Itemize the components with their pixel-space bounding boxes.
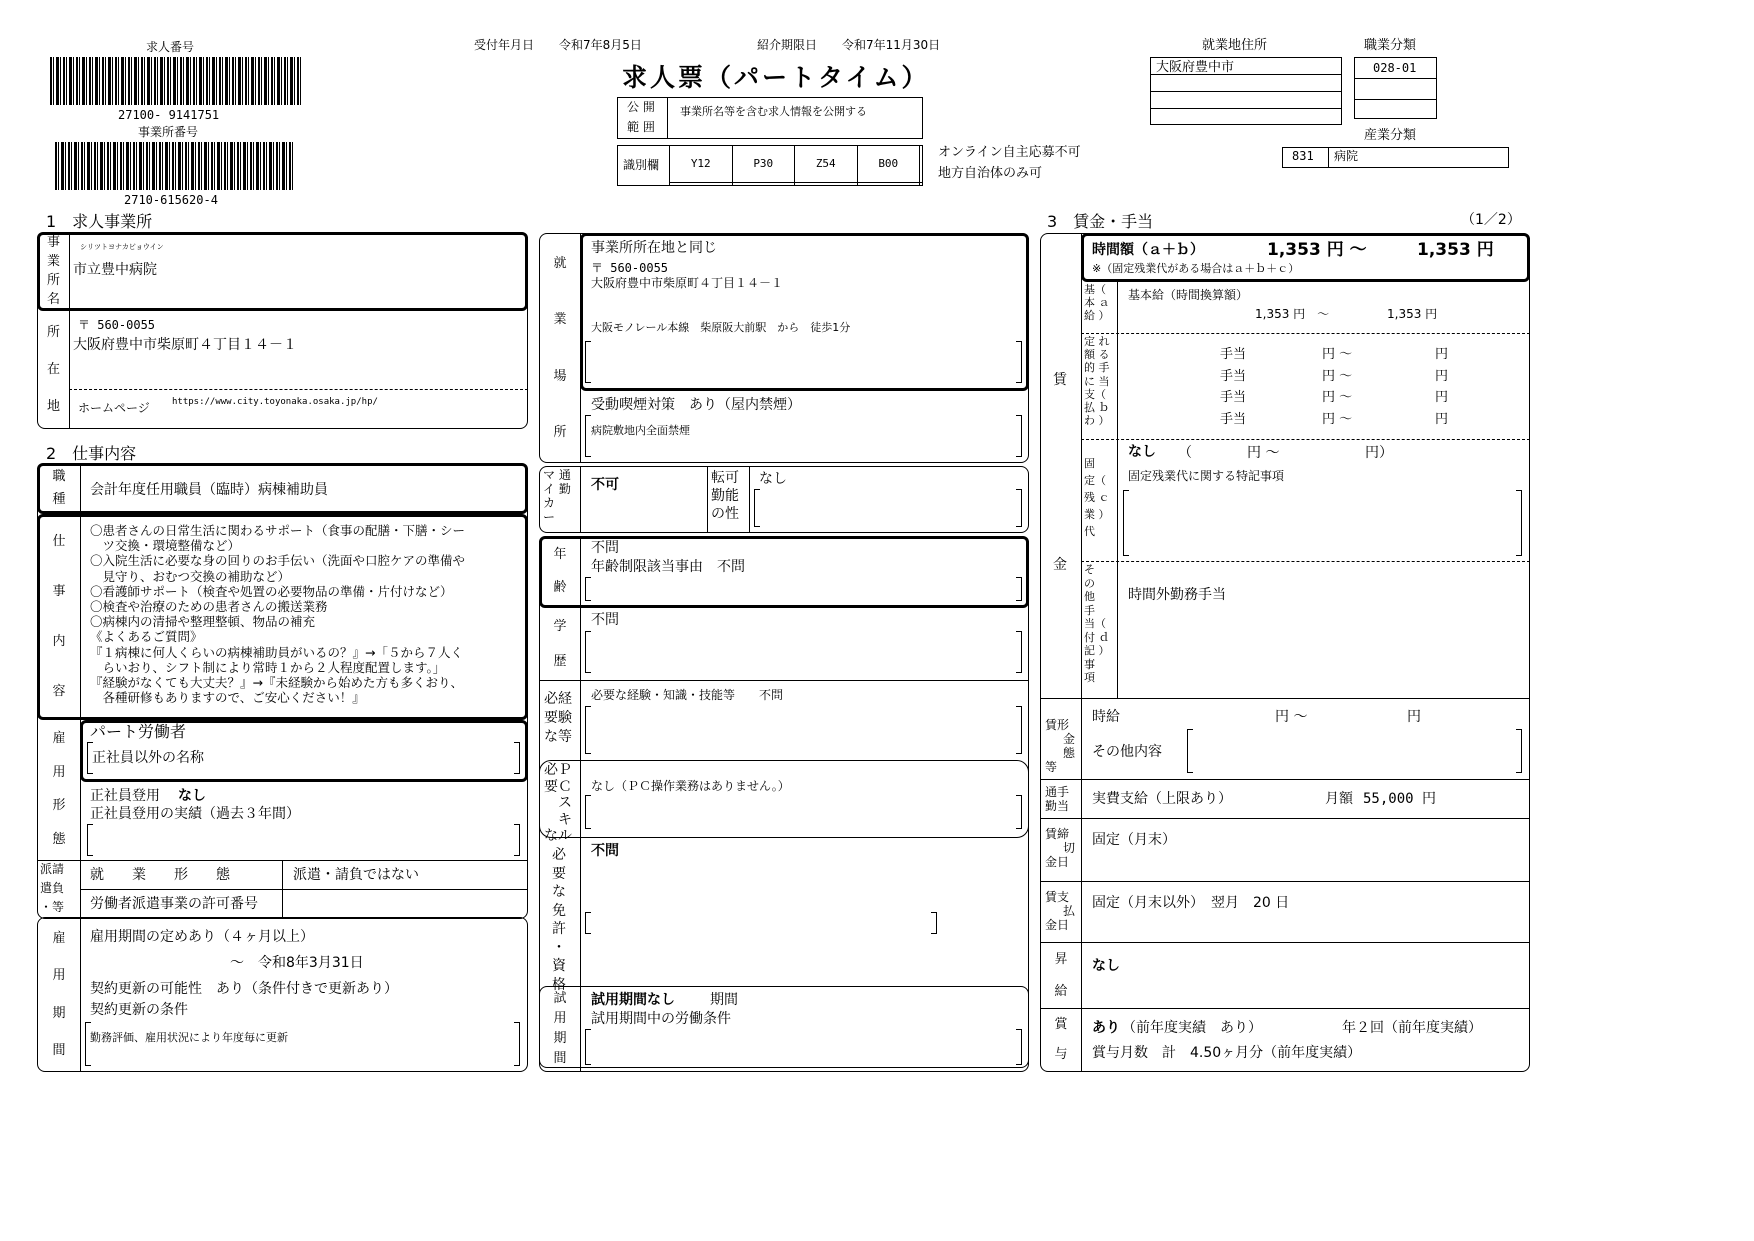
hourly-to: 1,353 円 bbox=[1417, 240, 1494, 260]
bonus-label: 賞 与 bbox=[1054, 1016, 1068, 1062]
experience-label: 必経 要験 な等 bbox=[544, 691, 572, 745]
workplace-postal: 〒 560-0055 bbox=[591, 261, 669, 275]
employer-postal: 〒 560-0055 bbox=[78, 318, 156, 332]
allowance-row bbox=[1190, 369, 1460, 391]
base-heading: 基本給（時間換算額） bbox=[1128, 288, 1249, 302]
age: 不問 bbox=[591, 540, 619, 556]
homepage-url[interactable]: https://www.city.toyonaka.osaka.jp/hp/ bbox=[172, 397, 378, 407]
online-note: オンライン自主応募不可 bbox=[938, 145, 1081, 160]
car: 不可 bbox=[591, 477, 619, 493]
commute-monthly: 55,000 円 bbox=[1363, 791, 1437, 807]
allowance-to: 円 bbox=[1435, 347, 1449, 362]
fixed-overtime: なし bbox=[1128, 444, 1156, 460]
bonus-months: 賞与月数 計 4.50ヶ月分（前年度実績） bbox=[1092, 1045, 1362, 1061]
allowance-name: 手当 bbox=[1220, 390, 1247, 405]
work-content-line: 〇患者さんの日常生活に関わるサポート（食事の配膳・下膳・シー bbox=[90, 523, 466, 538]
allowance-to: 円 bbox=[1435, 390, 1449, 405]
bonus-record: （前年度実績 あり） bbox=[1122, 1020, 1262, 1036]
fixed-allowance-label: 定 れ 額 る 的 手 に 当 支（ 払 ｂ わ ） bbox=[1084, 335, 1110, 428]
trial-period-label: 期間 bbox=[710, 992, 738, 1008]
license-label: 必 要 な 免 許 ・ 資 格 bbox=[552, 847, 566, 993]
wage-label: 賃 bbox=[1053, 372, 1067, 388]
pc-skill-frame bbox=[539, 760, 1029, 838]
occupation-class: 028-01 bbox=[1373, 61, 1417, 75]
work-content-line: 〇入院生活に必要な身の回りのお手伝い（洗面や口腔ケアの準備や bbox=[90, 553, 466, 569]
work-content-line: 〇看護師サポート（検査や処置の必要物品の準備・片付けなど） bbox=[90, 583, 453, 599]
section3-heading: 3 賃金・手当 bbox=[1047, 212, 1154, 231]
education-label: 学 歴 bbox=[553, 619, 567, 670]
fixed-overtime-range: 円） bbox=[1365, 445, 1393, 461]
employer-address-label: 所 在 地 bbox=[46, 324, 60, 415]
renewal: 契約更新の可能性 あり（条件付きで更新あり） bbox=[90, 981, 398, 997]
raise-label: 昇 給 bbox=[1054, 951, 1068, 999]
dispatch-permit-label: 労働者派遣事業の許可番号 bbox=[90, 896, 258, 912]
employer-address: 大阪府豊中市柴原町４丁目１４－１ bbox=[73, 337, 297, 353]
allowance-row bbox=[1190, 347, 1460, 369]
commute-allowance-label: 通手 勤当 bbox=[1045, 785, 1070, 813]
section1-heading: 1 求人事業所 bbox=[46, 212, 153, 231]
transfer: なし bbox=[759, 471, 787, 487]
received-label: 受付年月日 bbox=[474, 38, 535, 52]
work-content bbox=[90, 523, 520, 705]
hourly-pay-label: 時給 bbox=[1092, 709, 1120, 725]
raise: なし bbox=[1092, 958, 1120, 974]
office-number-barcode bbox=[55, 142, 295, 190]
office-number: 2710-615620-4 bbox=[124, 193, 218, 207]
employment-type-label: 雇 用 形 態 bbox=[52, 730, 66, 847]
hourly-label: 時間額（ａ＋ｂ） bbox=[1092, 242, 1204, 258]
hourly-pay-to: 円 bbox=[1407, 709, 1421, 725]
work-content-line: ツ交換・環境整備など） bbox=[90, 538, 241, 554]
work-address: 大阪府豊中市 bbox=[1156, 60, 1235, 75]
work-content-line: らいおり、シフト制により常時１から２人程度配置します。」 bbox=[90, 659, 446, 675]
smoking-detail: 病院敷地内全面禁煙 bbox=[591, 424, 690, 437]
period-line1: 雇用期間の定めあり（４ヶ月以上） bbox=[90, 929, 314, 945]
experience: 必要な経験・知識・技能等 不問 bbox=[591, 688, 784, 702]
industry-class-label: 産業分類 bbox=[1364, 128, 1417, 143]
job-number-barcode bbox=[50, 57, 303, 105]
page-number: （1／2） bbox=[1461, 212, 1521, 228]
id-code: P30 bbox=[732, 146, 795, 183]
renewal-condition-label: 契約更新の条件 bbox=[90, 1002, 188, 1018]
work-content-line: 《よくあるご質問》 bbox=[90, 629, 203, 645]
trial-label: 試 用 期 間 bbox=[553, 990, 567, 1066]
allowance-from: 円 ～ bbox=[1322, 411, 1353, 427]
allowance-name: 手当 bbox=[1220, 411, 1247, 427]
id-code: B00 bbox=[857, 146, 920, 183]
wage-label: 金 bbox=[1053, 557, 1067, 573]
workplace-label: 就 業 場 所 bbox=[553, 256, 567, 440]
fixed-overtime-note-label: 固定残業代に関する特記事項 bbox=[1128, 469, 1285, 483]
trial: 試用期間なし bbox=[591, 992, 675, 1008]
employment-type: パート労働者 bbox=[90, 722, 187, 741]
workplace-line1: 事業所所在地と同じ bbox=[591, 240, 717, 256]
allowance-row bbox=[1190, 390, 1460, 412]
smoking: 受動喫煙対策 あり（屋内禁煙） bbox=[591, 397, 801, 413]
education: 不問 bbox=[591, 612, 619, 628]
work-content-label: 仕 事 内 容 bbox=[52, 533, 66, 699]
hourly-pay-from: 円 ～ bbox=[1275, 709, 1308, 725]
renewal-condition: 勤務評価、雇用状況により年度毎に更新 bbox=[90, 1031, 288, 1044]
period-line2: ～ 令和8年3月31日 bbox=[230, 955, 364, 971]
work-content-line: 『経験がなくても大丈夫？』→『未経験から始めた方も多くおり、 bbox=[90, 675, 463, 691]
industry-name: 病院 bbox=[1334, 149, 1359, 163]
section2-heading: 2 仕事内容 bbox=[46, 444, 137, 463]
work-content-line: 見守り、おむつ交換の補助など） bbox=[90, 568, 291, 584]
id-code-grid bbox=[669, 145, 923, 186]
allowance-name: 手当 bbox=[1220, 347, 1247, 362]
dispatch-label: ・等 bbox=[40, 900, 65, 914]
occupation: 会計年度任用職員（臨時）病棟補助員 bbox=[90, 482, 328, 498]
allowance-to: 円 bbox=[1435, 368, 1449, 384]
dispatch-label: 遣負 bbox=[40, 881, 65, 895]
occupation-class-label: 職業分類 bbox=[1364, 38, 1417, 53]
age-limit: 年齢制限該当事由 不問 bbox=[591, 559, 745, 575]
employer-name: 市立豊中病院 bbox=[73, 262, 157, 278]
work-content-line: 『１病棟に何人くらいの病棟補助員がいるの？』→「５から７人く bbox=[90, 644, 463, 660]
non-regular-name-label: 正社員以外の名称 bbox=[92, 750, 204, 766]
pc-skill: なし（ＰＣ操作業務はありません。） bbox=[591, 779, 790, 793]
regular-hire: なし bbox=[178, 788, 206, 804]
age-label: 年 齢 bbox=[553, 547, 567, 596]
fixed-overtime-label: 固 定（ 残 ｃ 業 ） 代 bbox=[1084, 457, 1110, 538]
fixed-overtime-range: （ bbox=[1178, 445, 1192, 461]
allowance-row bbox=[1190, 412, 1460, 434]
deadline-label: 紹介期限日 bbox=[757, 38, 818, 52]
commute-allowance: 実費支給（上限あり） bbox=[1092, 791, 1232, 807]
disclosure-label: 公 開 bbox=[627, 100, 655, 114]
regular-hire-label: 正社員登用 bbox=[90, 788, 160, 804]
regular-record-label: 正社員登用の実績（過去３年間） bbox=[90, 806, 300, 822]
homepage-label: ホームページ bbox=[78, 401, 150, 415]
disclosure-label: 範 囲 bbox=[627, 120, 655, 134]
bonus-times: 年２回（前年度実績） bbox=[1342, 1020, 1482, 1036]
wage-form-label: 賃形 金態 等 bbox=[1045, 718, 1076, 774]
fixed-overtime-note: ※（固定残業代がある場合はａ＋ｂ＋ｃ） bbox=[1092, 262, 1300, 275]
employer-name-kana: シリツトヨナカビョウイン bbox=[80, 243, 164, 251]
id-code: Y12 bbox=[670, 146, 733, 183]
fixed-overtime-range: 円 ～ bbox=[1247, 445, 1280, 461]
work-form-label: 就 業 形 態 bbox=[90, 867, 230, 883]
occupation-label: 職 種 bbox=[52, 469, 66, 508]
industry-class-box bbox=[1282, 147, 1509, 168]
dispatch-label: 派請 bbox=[40, 862, 65, 876]
workplace-address: 大阪府豊中市柴原町４丁目１４－１ bbox=[591, 276, 784, 290]
base-from: 1,353 円 ～ bbox=[1255, 307, 1330, 321]
transfer-label: 転可 勤能 の性 bbox=[711, 470, 739, 522]
other-allowance-label: そ の 他 手 当（ 付 ｄ 記 ） 事 項 bbox=[1084, 563, 1110, 684]
work-content-line: 各種研修もありますので、ご安心ください！』 bbox=[90, 690, 365, 706]
id-code bbox=[920, 146, 923, 183]
base-to: 1,353 円 bbox=[1387, 307, 1438, 321]
payday: 固定（月末以外） 翌月 20 日 bbox=[1092, 895, 1290, 911]
work-address-label: 就業地住所 bbox=[1202, 38, 1268, 53]
allowance-from: 円 ～ bbox=[1322, 347, 1353, 362]
work-content-line: 〇病棟内の清掃や整理整頓、物品の補充 bbox=[90, 614, 316, 630]
bonus: あり bbox=[1092, 1020, 1120, 1036]
work-content-line: 〇検査や治療のための患者さんの搬送業務 bbox=[90, 599, 328, 615]
hourly-from: 1,353 円 ～ bbox=[1267, 240, 1367, 260]
other-content-label: その他内容 bbox=[1092, 744, 1162, 760]
base-pay-label: 基（ 本 ａ 給 ） bbox=[1084, 283, 1110, 322]
allowance-from: 円 ～ bbox=[1322, 390, 1353, 405]
employer-name-label: 事 業 所 名 bbox=[46, 235, 60, 307]
allowance-from: 円 ～ bbox=[1322, 368, 1353, 384]
car-label: マ 通 イ 勤 カ ー bbox=[543, 468, 571, 524]
access: 大阪モノレール本線 柴原阪大前駅 から 徒歩1分 bbox=[591, 321, 851, 334]
disclosure-text: 事業所名等を含む求人情報を公開する bbox=[680, 105, 867, 118]
trial-conditions: 試用期間中の労働条件 bbox=[591, 1011, 731, 1027]
job-number-label: 求人番号 bbox=[146, 40, 195, 54]
wage-cutoff-label: 賃締 切 金日 bbox=[1045, 827, 1076, 869]
office-number-label: 事業所番号 bbox=[138, 125, 199, 139]
received-date: 令和7年8月5日 bbox=[559, 38, 642, 52]
payday-label: 賃支 払 金日 bbox=[1045, 890, 1076, 932]
id-code: Z54 bbox=[795, 146, 858, 183]
wage-cutoff: 固定（月末） bbox=[1092, 832, 1176, 848]
allowance-to: 円 bbox=[1435, 411, 1449, 427]
industry-code: 831 bbox=[1292, 149, 1314, 163]
job-number: 27100- 9141751 bbox=[118, 108, 220, 122]
deadline-date: 令和7年11月30日 bbox=[842, 38, 941, 52]
id-label: 識別欄 bbox=[623, 158, 660, 172]
pc-skill-label: 必Ｐ 要Ｃ ス キ なル bbox=[544, 762, 572, 844]
allowance-rows bbox=[1190, 347, 1460, 433]
other-allowance: 時間外勤務手当 bbox=[1128, 587, 1226, 603]
allowance-name: 手当 bbox=[1220, 368, 1247, 384]
employment-period-label: 雇 用 期 間 bbox=[52, 930, 66, 1059]
local-note: 地方自治体のみ可 bbox=[938, 166, 1043, 181]
commute-monthly-label: 月額 bbox=[1325, 791, 1353, 807]
page-title: 求人票（パートタイム） bbox=[622, 63, 930, 92]
work-form: 派遣・請負ではない bbox=[293, 867, 419, 883]
license: 不問 bbox=[591, 843, 619, 859]
